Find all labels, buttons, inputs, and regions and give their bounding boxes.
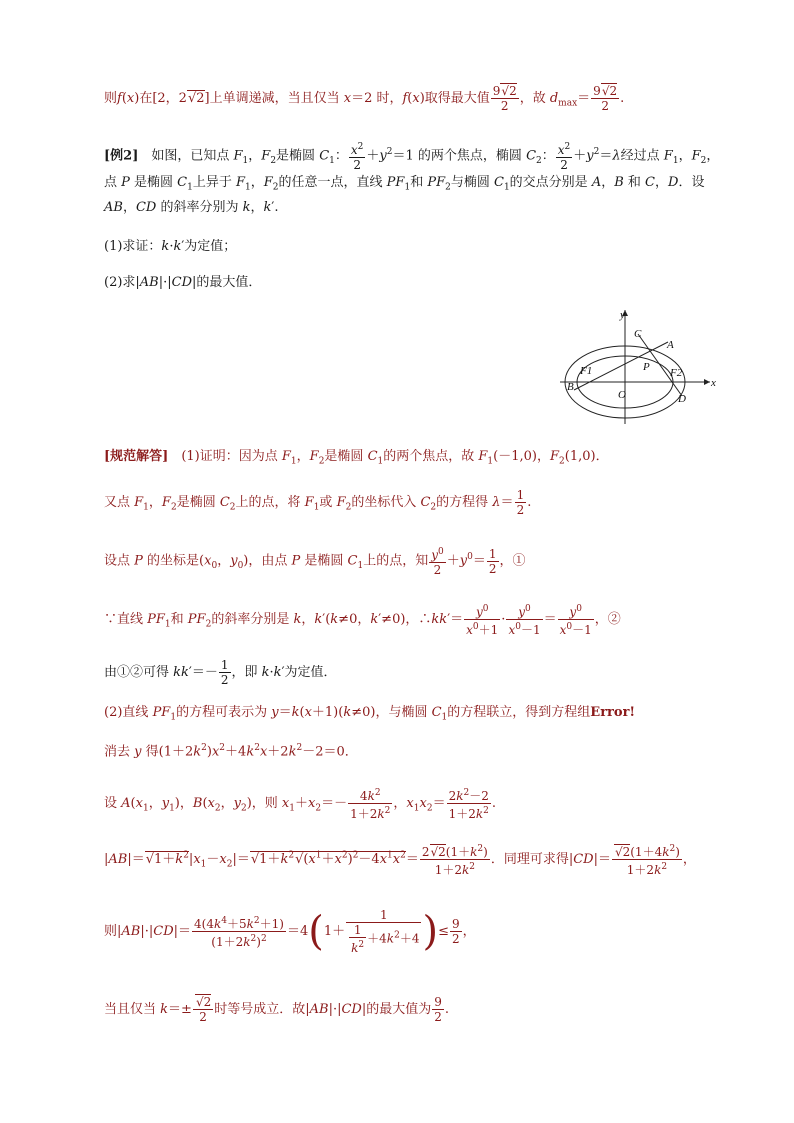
solution-line-1: [规范解答] (1)证明：因为点 $F_1$，$F_2$是椭圆 $C_1$的两个焦点，故 $F_1(-1,0)$，$F_2(1,0)$． — [104, 449, 609, 467]
solution-line-8: 设 $A(x_1$，$y_1$)，$B(x_2$，$y_2$)，则 $x_1+x_2=-$ $\frac{4k^2}{1+2k^2}$ ，$x_1x_2=$ $\frac{2k^2-2}{1+2k^2}$ . — [104, 788, 497, 821]
label-c: C — [634, 328, 642, 340]
solution-line-4: ∵直线 $PF_1$和 $PF_2$的斜率分别是 k，k′(k≠0，k′≠0)，∴kk′＝ $\frac{y^0}{x^0+1}$ · $\frac{y^0}{x^0-1}$ ＝ $\frac{y^0}{x^0-1}$ ，② — [104, 604, 621, 637]
label-a: A — [667, 339, 674, 351]
solution-line-7: 消去 y 得$(1+2k^2)x^2+4k^2x+2k^2-2=0$． — [104, 743, 358, 760]
solution-line-5: 由①②可得 kk′＝－ $\frac{1}{2}$ ，即 k·k′为定值． — [104, 658, 337, 687]
solution-line-6: (2)直线 $PF_1$的方程可表示为 y＝k(x＋1)(k≠0)，与椭圆 $C_1$的方程联立，得到方程组Error! — [104, 705, 636, 723]
example-line-1: [例2] 如图，已知点 $F_1$，$F_2$是椭圆 $C_1$： $\frac{x^2}{2}$ $+y^2=1$ 的两个焦点，椭圆 $C_2$： $\frac{x^2}{2}$ $+y^2=\lambda$经过点 $F_1$，$F_2$， — [104, 142, 720, 172]
solution-line-10: 则|AB|·|CD|＝ $\frac{4(4k^4+5k^2+1)}{(1+2k^2)^2}$ ＝4(1＋ 1 $\frac{1}{k^2}$ $+4k^2+4$ )≤ $\frac{9}{2}$ ， — [104, 908, 476, 955]
label-f2: F2 — [670, 367, 683, 379]
example-tag: [例2] — [104, 148, 139, 164]
example-line-2: 点 P 是椭圆 $C_1$上异于 $F_1$，$F_2$的任意一点，直线 $PF_1$和 $PF_2$与椭圆 $C_1$的交点分别是 A，B 和 C，D．设 — [104, 175, 705, 193]
label-o: O — [618, 389, 626, 401]
solution-tag: [规范解答] — [104, 449, 169, 464]
solution-line-9: $|AB|=√1+k^2|x_1-x_2|=√1+k^2√(x^1+x^2)^2-4x^1x^2=$ $\frac{2√2(1+k^2)}{1+2k^2}$ ．同理可求得|CD|＝ $\frac{√2(1+4k^2)}{1+2k^2}$ ， — [104, 844, 696, 877]
question-2: (2)求|AB|·|CD|的最大值． — [104, 275, 262, 290]
solution-line-2: 又点 $F_1$，$F_2$是椭圆 $C_2$上的点，将 $F_1$或 $F_2$的坐标代入 $C_2$的方程得 λ＝ $\frac{1}{2}$ . — [104, 488, 532, 517]
label-x: x — [711, 377, 716, 389]
example-line-3: AB，CD 的斜率分别为 k，k′. — [104, 200, 279, 215]
label-y: y — [620, 309, 625, 321]
label-f1: F1 — [580, 365, 593, 377]
label-d: D — [678, 393, 686, 405]
ellipse-diagram — [560, 306, 720, 426]
line-1: 则f(x)在[2，2√2]上单调递减，当且仅当 x＝2 时，f(x)取得最大值 $\frac{9√2}{2}$ ，故 $d_{max}=$ $\frac{9√2}{2}$ . — [104, 84, 625, 113]
solution-line-11: 当且仅当 k＝± $\frac{√2}{2}$ 时等号成立．故|AB|·|CD|的最大值为 $\frac{9}{2}$ . — [104, 995, 450, 1024]
label-b: B — [567, 381, 574, 393]
solution-line-3: 设点 P 的坐标是($x_0$，$y_0$)，由点 P 是椭圆 $C_1$上的点，知 $\frac{y^0}{2}$ $+y^0=$ $\frac{1}{2}$ ，① — [104, 546, 526, 577]
label-p: P — [643, 361, 650, 373]
question-1: (1)求证：k·k′为定值； — [104, 239, 237, 254]
